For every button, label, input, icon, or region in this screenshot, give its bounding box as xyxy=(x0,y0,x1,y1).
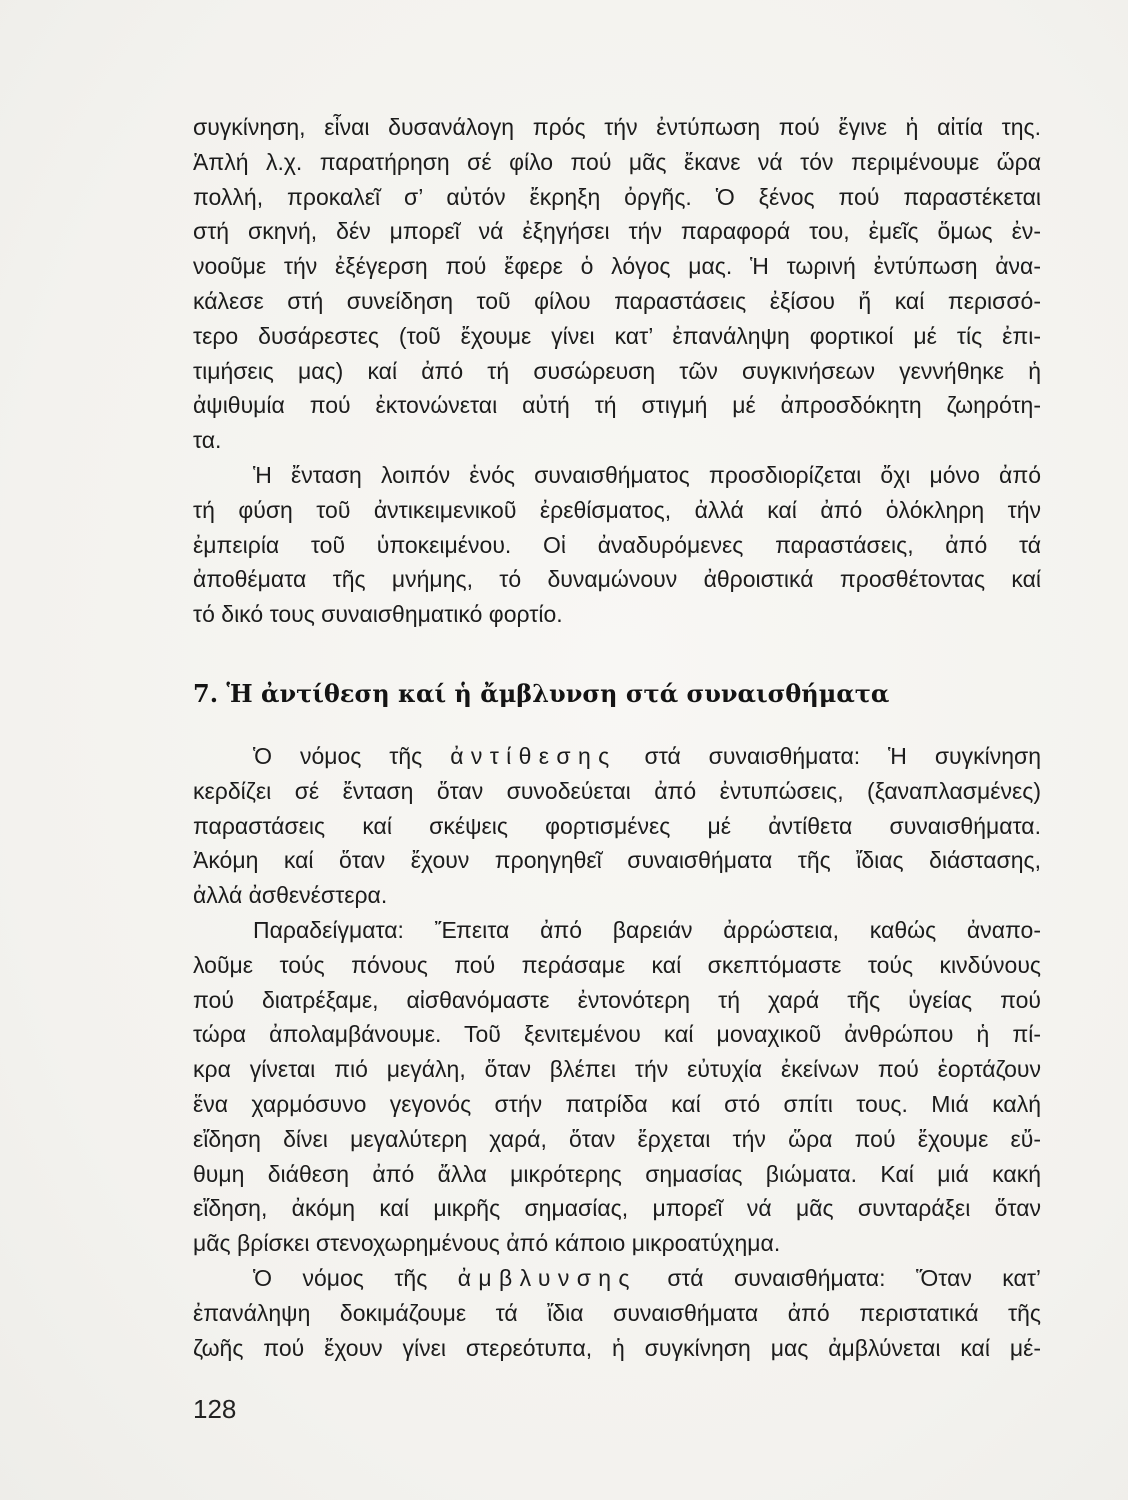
law-name-suffix: στά συναισθήματα: Ἡ συγκίνηση xyxy=(644,742,1042,769)
law-name-prefix: Ὁ νόμος τῆς xyxy=(253,742,423,769)
text-line: κερδίζει σέ ἔνταση ὅταν συνοδεύεται ἀπό ἐντυπώσεις, (ξαναπλασμένες) xyxy=(193,777,1041,804)
text-line: ἀψιθυμία πού ἐκτονώνεται αὐτή τή στιγμή μέ ἀπροσδόκητη ζωηρότη- xyxy=(193,392,1041,419)
text-line: πολλή, προκαλεῖ σ’ αὐτόν ἔκρηξη ὀργῆς. Ὁ ξένος πού παραστέκεται xyxy=(193,183,1041,210)
text-line: τή φύση τοῦ ἀντικειμενικοῦ ἐρεθίσματος, ἀλλά καί ἀπό ὁλόκληρη τήν xyxy=(193,496,1041,523)
text-line: ἀποθέματα τῆς μνήμης, τό δυναμώνουν ἀθροιστικά προσθέτοντας καί xyxy=(193,566,1041,593)
text-line xyxy=(193,1261,1041,1296)
paragraph xyxy=(193,110,1041,458)
text-line xyxy=(193,739,1041,774)
text-line: πού διατρέξαμε, αἰσθανόμαστε ἐντονότερη τή χαρά τῆς ὑγείας πού xyxy=(193,986,1041,1013)
law-name-prefix: Ὁ νόμος τῆς xyxy=(253,1264,428,1291)
text-line: συγκίνηση, εἶναι δυσανάλογη πρός τήν ἐντύπωση πού ἔγινε ἡ αἰτία της. xyxy=(193,114,1041,140)
text-line: εἴδηση, ἀκόμη καί μικρῆς σημασίας, μπορεῖ νά μᾶς συνταράξει ὅταν xyxy=(193,1195,1041,1222)
text-line: κάλεσε στή συνείδηση τοῦ φίλου παραστάσεις ἐξίσου ἤ καί περισσό- xyxy=(193,287,1041,314)
law-name-suffix: στά συναισθήματα: Ὅταν κατ’ xyxy=(667,1264,1042,1291)
text-block xyxy=(193,110,1041,1365)
emphasized-term: ἀμβλυνσης xyxy=(457,1264,637,1291)
text-line: τα. xyxy=(193,427,222,454)
text-line: κρα γίνεται πιό μεγάλη, ὅταν βλέπει τήν εὐτυχία ἐκείνων πού ἑορτάζουν xyxy=(193,1056,1041,1083)
paragraph xyxy=(193,739,1041,913)
text-line: Ἀκόμη καί ὅταν ἔχουν προηγηθεῖ συναισθήματα τῆς ἴδιας διάστασης, xyxy=(193,847,1041,874)
paragraph xyxy=(193,913,1041,1261)
text-line: λοῦμε τούς πόνους πού περάσαμε καί σκεπτόμαστε τούς κινδύνους xyxy=(193,951,1041,978)
text-line: τώρα ἀπολαμβάνουμε. Τοῦ ξενιτεμένου καί μοναχικοῦ ἀνθρώπου ἡ πί- xyxy=(193,1021,1041,1048)
text-line: τιμήσεις μας) καί ἀπό τή συσώρευση τῶν συγκινήσεων γεννήθηκε ἡ xyxy=(193,357,1041,384)
text-line: τό δικό τους συναισθηματικό φορτίο. xyxy=(193,601,563,628)
text-line: Ἁπλή λ.χ. παρατήρηση σέ φίλο πού μᾶς ἔκανε νά τόν περιμένουμε ὥρα xyxy=(193,148,1041,175)
text-line: Παραδείγματα: Ἔπειτα ἀπό βαρειάν ἀρρώστεια, καθώς ἀναπο- xyxy=(253,916,1041,943)
text-line: ἕνα χαρμόσυνο γεγονός στήν πατρίδα καί στό σπίτι τους. Μιά καλή xyxy=(193,1090,1041,1117)
text-line: θυμη διάθεση ἀπό ἄλλα μικρότερης σημασίας βιώματα. Καί μιά κακή xyxy=(193,1160,1041,1187)
text-line: Ἡ ἔνταση λοιπόν ἑνός συναισθήματος προσδιορίζεται ὄχι μόνο ἀπό xyxy=(253,461,1041,488)
section-heading: 7. Ἡ ἀντίθεση καί ἡ ἄμβλυνση στά συναισθήματα xyxy=(193,678,890,708)
page-number: 128 xyxy=(193,1394,237,1424)
text-line: ζωῆς πού ἔχουν γίνει στερεότυπα, ἡ συγκίνηση μας ἀμβλύνεται καί μέ- xyxy=(193,1334,1041,1361)
text-line: εἴδηση δίνει μεγαλύτερη χαρά, ὅταν ἔρχεται τήν ὥρα πού ἔχουμε εὔ- xyxy=(193,1125,1041,1152)
text-line: στή σκηνή, δέν μπορεῖ νά ἐξηγήσει τήν παραφορά του, ἐμεῖς ὅμως ἐν- xyxy=(193,218,1041,245)
text-line: μᾶς βρίσκει στενοχωρημένους ἀπό κάποιο μικροατύχημα. xyxy=(193,1230,781,1257)
text-line: τερο δυσάρεστες (τοῦ ἔχουμε γίνει κατ’ ἐπανάληψη φορτικοί μέ τίς ἐπι- xyxy=(193,322,1041,349)
text-line: ἐμπειρία τοῦ ὑποκειμένου. Οἱ ἀναδυρόμενες παραστάσεις, ἀπό τά xyxy=(193,531,1041,558)
text-line: παραστάσεις καί σκέψεις φορτισμένες μέ ἀντίθετα συναισθήματα. xyxy=(193,812,1041,839)
emphasized-term: ἀντίθεσης xyxy=(450,742,617,769)
text-line: ἀλλά ἀσθενέστερα. xyxy=(193,882,388,909)
text-line: νοοῦμε τήν ἐξέγερση πού ἔφερε ὁ λόγος μας. Ἡ τωρινή ἐντύπωση ἀνα- xyxy=(193,253,1041,280)
paragraph xyxy=(193,1261,1041,1365)
paragraph xyxy=(193,458,1041,632)
text-line: ἐπανάληψη δοκιμάζουμε τά ἴδια συναισθήματα ἀπό περιστατικά τῆς xyxy=(193,1299,1041,1326)
